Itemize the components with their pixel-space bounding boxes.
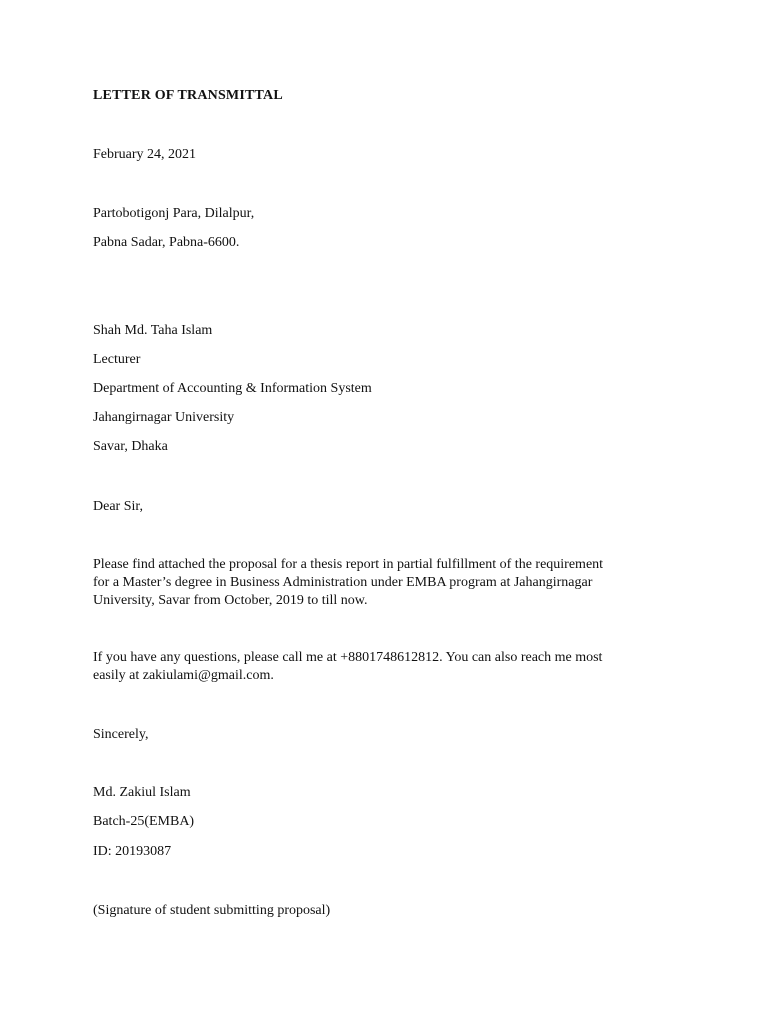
salutation: Dear Sir, bbox=[93, 499, 143, 514]
sender-address-line-2: Pabna Sadar, Pabna-6600. bbox=[93, 235, 240, 250]
recipient-department: Department of Accounting & Information System bbox=[93, 381, 372, 396]
body-paragraph-1-line-2: for a Master’s degree in Business Administration under EMBA program at Jahangirnagar bbox=[93, 575, 593, 590]
recipient-position: Lecturer bbox=[93, 352, 141, 367]
body-paragraph-2-line-1: If you have any questions, please call me at +8801748612812. You can also reach me most bbox=[93, 650, 603, 665]
signature-note: (Signature of student submitting proposal) bbox=[93, 903, 331, 918]
closing: Sincerely, bbox=[93, 727, 149, 742]
letter-title: LETTER OF TRANSMITTAL bbox=[93, 88, 283, 103]
body-paragraph-1-line-3: University, Savar from October, 2019 to till now. bbox=[93, 593, 368, 608]
recipient-location: Savar, Dhaka bbox=[93, 439, 168, 454]
recipient-name: Shah Md. Taha Islam bbox=[93, 323, 213, 338]
signer-id: ID: 20193087 bbox=[93, 844, 172, 859]
signer-name: Md. Zakiul Islam bbox=[93, 785, 191, 800]
sender-address-line-1: Partobotigonj Para, Dilalpur, bbox=[93, 206, 255, 221]
recipient-university: Jahangirnagar University bbox=[93, 410, 235, 425]
body-paragraph-1-line-1: Please find attached the proposal for a thesis report in partial fulfillment of the requirement bbox=[93, 557, 604, 572]
body-paragraph-2-line-2: easily at zakiulami@gmail.com. bbox=[93, 668, 274, 683]
signer-batch: Batch-25(EMBA) bbox=[93, 814, 195, 829]
letter-date: February 24, 2021 bbox=[93, 147, 197, 162]
